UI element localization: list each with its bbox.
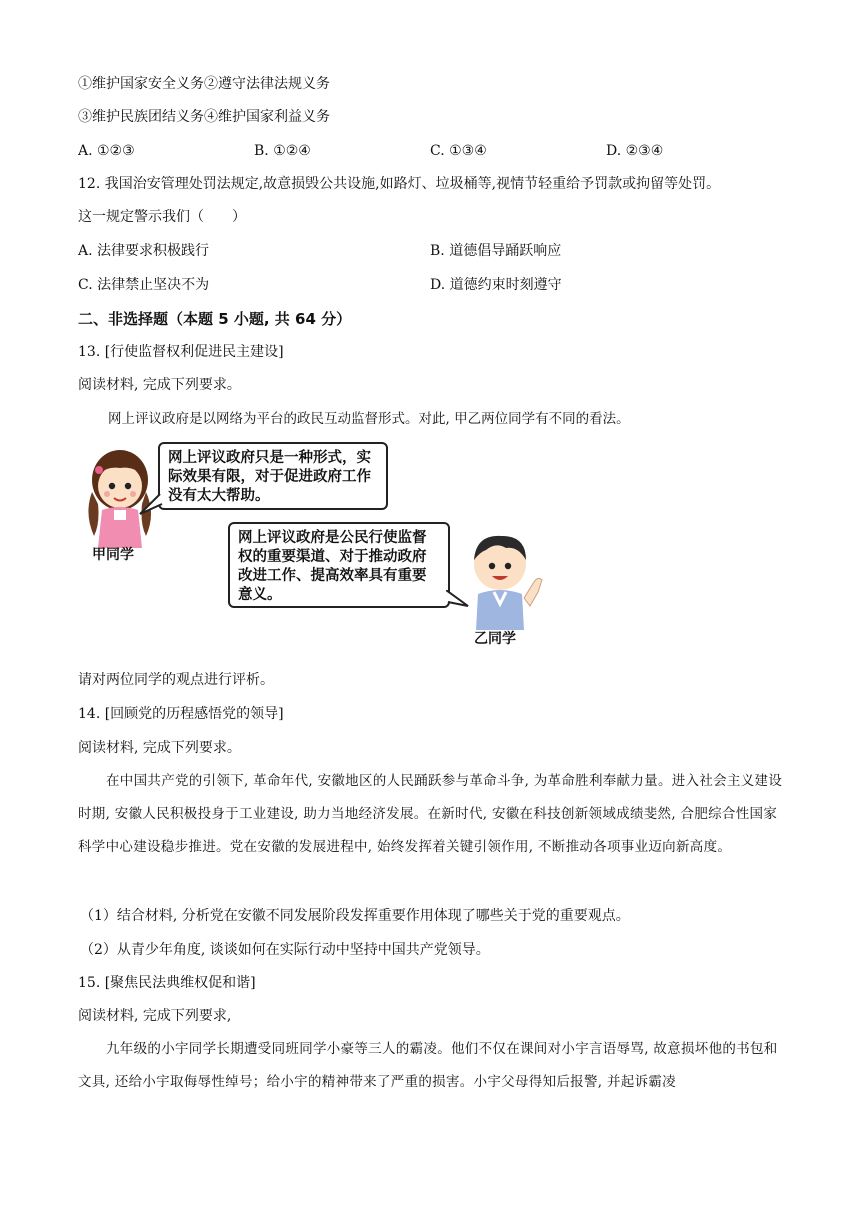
q11-option-d[interactable]: D. ②③④ (606, 143, 664, 159)
q13-question: 请对两位同学的观点进行评析。 (78, 672, 274, 688)
q12-option-b[interactable]: B. 道德倡导踊跃响应 (430, 243, 562, 259)
q15-instruction: 阅读材料, 完成下列要求, (78, 1008, 232, 1024)
q11-statement-line-1: ①维护国家安全义务②遵守法律法规义务 (78, 76, 330, 92)
student-b-label: 乙同学 (474, 631, 516, 647)
q14-title: 14. [回顾党的历程感悟党的领导] (78, 706, 284, 722)
debate-illustration (80, 440, 550, 650)
speech-bubble-student-b: 网上评议政府是公民行使监督权的重要渠道、对于推动政府改进工作、提高效率具有重要意义。 (228, 522, 450, 608)
q12-option-c[interactable]: C. 法律禁止坚决不为 (78, 277, 210, 293)
q12-stem-line-1: 12. 我国治安管理处罚法规定,故意损毁公共设施,如路灯、垃圾桶等,视情节轻重给予罚款或拘留等处罚。 (78, 176, 721, 192)
bubble-a-tail (138, 494, 164, 518)
q13-title: 13. [行使监督权利促进民主建设] (78, 344, 284, 360)
q14-subquestion-1: （1）结合材料, 分析党在安徽不同发展阶段发挥重要作用体现了哪些关于党的重要观点。 (80, 908, 630, 924)
q14-instruction: 阅读材料, 完成下列要求。 (78, 740, 241, 756)
q11-statement-line-2: ③维护民族团结义务④维护国家利益义务 (78, 109, 330, 125)
q12-option-d[interactable]: D. 道德约束时刻遵守 (430, 277, 562, 293)
boy-student-figure (460, 526, 550, 636)
q11-option-a[interactable]: A. ①②③ (78, 143, 135, 159)
q15-title: 15. [聚焦民法典维权促和谐] (78, 975, 256, 991)
q13-material: 网上评议政府是以网络为平台的政民互动监督形式。对此, 甲乙两位同学有不同的看法。 (108, 411, 630, 427)
q12-option-a[interactable]: A. 法律要求积极践行 (78, 243, 210, 259)
q15-material: 九年级的小宇同学长期遭受同班同学小豪等三人的霸凌。他们不仅在课间对小宇言语辱骂, 故意损坏他的书包和文具, 还给小宇取侮辱性绰号；给小宇的精神带来了严重的损害。小宇父母得知后报警, 并起诉霸凌 (78, 1041, 778, 1090)
q14-subquestion-2: （2）从青少年角度, 谈谈如何在实际行动中坚持中国共产党领导。 (80, 942, 490, 958)
q12-stem-line-2: 这一规定警示我们（ ） (78, 209, 246, 225)
q13-instruction: 阅读材料, 完成下列要求。 (78, 377, 241, 393)
speech-bubble-student-a: 网上评议政府只是一种形式，实际效果有限，对于促进政府工作没有太大帮助。 (158, 442, 388, 510)
section-heading: 二、非选择题（本题 5 小题, 共 64 分） (78, 310, 352, 328)
student-a-label: 甲同学 (92, 547, 134, 563)
q11-option-b[interactable]: B. ①②④ (254, 143, 311, 159)
q11-option-c[interactable]: C. ①③④ (430, 143, 487, 159)
q14-material: 在中国共产党的引领下, 革命年代, 安徽地区的人民踊跃参与革命斗争, 为革命胜利奉献力量。进入社会主义建设时期, 安徽人民积极投身于工业建设, 助力当地经济发展。在新时代, 安徽在科技创新领域成绩斐然, 合肥综合性国家科学中心建设稳步推进。党在安徽的发展进程中, 始终发挥着关键引领作用, 不断推动各项事业迈向新高度。 (78, 773, 783, 855)
